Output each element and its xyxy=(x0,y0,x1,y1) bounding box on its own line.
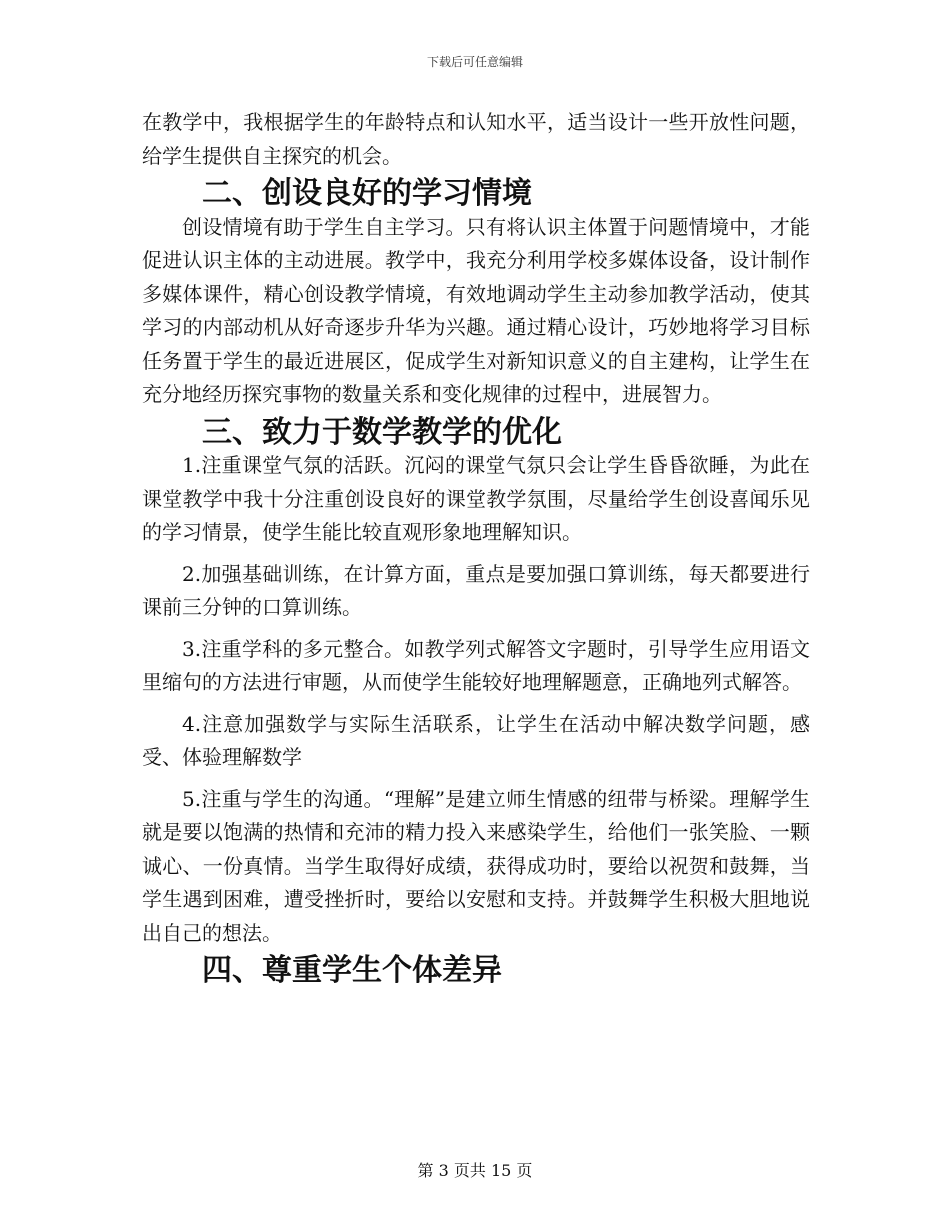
intro-paragraph: 在教学中，我根据学生的年龄特点和认知水平，适当设计一些开放性问题，给学生提供自主探究的机会。 xyxy=(142,110,810,168)
list-item-1: 1.注重课堂气氛的活跃。沉闷的课堂气氛只会让学生昏昏欲睡，为此在课堂教学中我十分注重创设良好的课堂教学氛围，尽量给学生创设喜闻乐见的学习情景，使学生能比较直观形象地理解知识。 xyxy=(142,453,810,544)
section-heading-3: 三、致力于数学教学的优化 xyxy=(202,414,562,450)
list-item-5: 5.注重与学生的沟通。“理解”是建立师生情感的纽带与桥梁。理解学生就是要以饱满的热情和充沛的精力投入来感染学生，给他们一张笑脸、一颗诚心、一份真情。当学生取得好成绩，获得成功时，要给以祝贺和鼓舞，当学生遇到困难，遭受挫折时，要给以安慰和支持。并鼓舞学生积极大胆地说出自己的想法。 xyxy=(142,786,810,945)
section-heading-4: 四、尊重学生个体差异 xyxy=(202,953,502,988)
page-footer-number: 第 3 页共 15 页 xyxy=(417,1161,533,1180)
list-item-2: 2.加强基础训练，在计算方面，重点是要加强口算训练，每天都要进行课前三分钟的口算训练。 xyxy=(142,561,810,619)
section-heading-2: 二、创设良好的学习情境 xyxy=(202,176,532,211)
list-item-4: 4.注意加强数学与实际生活联系，让学生在活动中解决数学问题，感受、体验理解数学 xyxy=(142,711,810,769)
page-header-note: 下载后可任意编辑 xyxy=(426,55,523,69)
section-2-paragraph: 创设情境有助于学生自主学习。只有将认识主体置于问题情境中，才能促进认识主体的主动进展。教学中，我充分利用学校多媒体设备，设计制作多媒体课件，精心创设教学情境，有效地调动学生主动参加教学活动，使其学习的内部动机从好奇逐步升华为兴趣。通过精心设计，巧妙地将学习目标任务置于学生的最近进展区，促成学生对新知识意义的自主建构，让学生在充分地经历探究事物的数量关系和变化规律的过程中，进展智力。 xyxy=(142,214,810,406)
list-item-3: 3.注重学科的多元整合。如教学列式解答文字题时，引导学生应用语文里缩句的方法进行审题，从而使学生能较好地理解题意，正确地列式解答。 xyxy=(142,636,810,694)
document-body xyxy=(142,106,810,988)
